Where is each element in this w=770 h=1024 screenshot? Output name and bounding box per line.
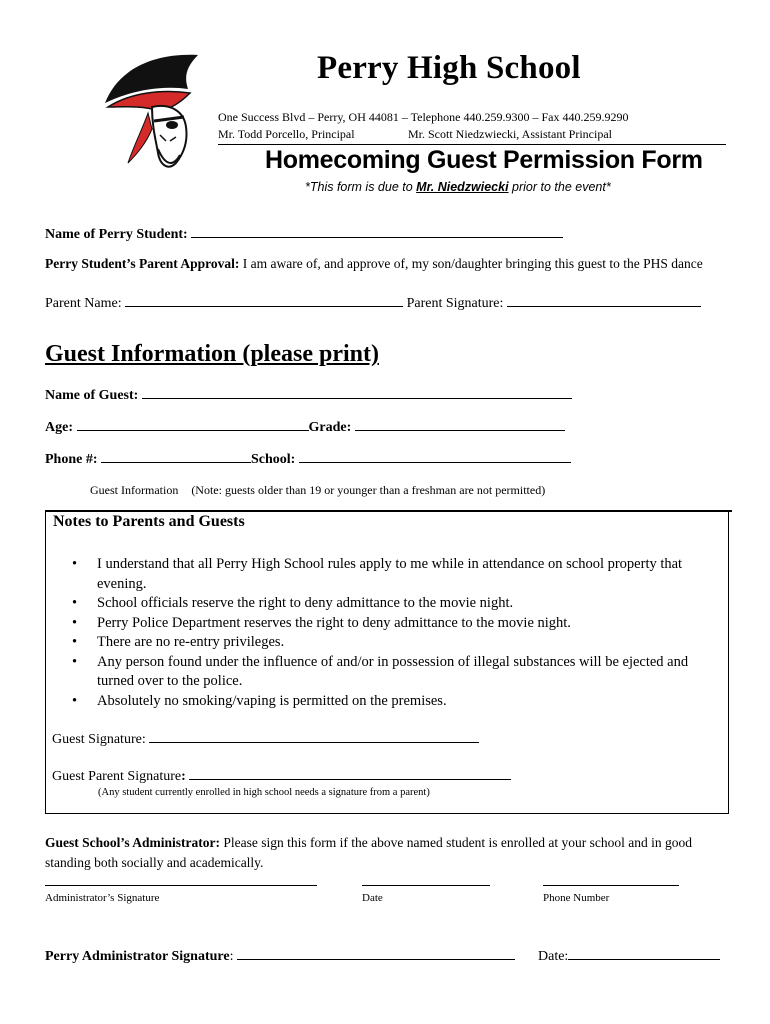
parent-name-field[interactable] (125, 294, 403, 307)
assistant-principal-name: Mr. Scott Niedzwiecki, Assistant Principal (408, 127, 612, 141)
parent-signature-field[interactable] (507, 294, 701, 307)
guest-signature-label: Guest Signature: (52, 732, 146, 747)
admin-date-field[interactable] (362, 885, 490, 886)
guest-info-note-row (90, 483, 545, 498)
perry-admin-signature-label: Perry Administrator Signature (45, 949, 230, 964)
perry-admin-row (45, 947, 515, 965)
guest-info-note: (Note: guests older than 19 or younger than a freshman are not permitted) (191, 483, 546, 497)
list-item: • There are no re-entry privileges. (72, 633, 722, 653)
admin-instructions (45, 833, 725, 873)
age-label: Age: (45, 420, 73, 435)
guest-info-label: Guest Information (90, 483, 179, 497)
school-label: School: (251, 452, 296, 467)
guest-name-field[interactable] (142, 386, 572, 399)
guest-signature-row (52, 730, 479, 748)
student-name-row (45, 225, 563, 243)
principal-name: Mr. Todd Porcello, Principal (218, 127, 355, 141)
admin-date-caption: Date (362, 892, 383, 904)
school-name: Perry High School (317, 50, 581, 86)
address-line: One Success Blvd – Perry, OH 44081 – Telephone 440.259.9300 – Fax 440.259.9290 (218, 110, 629, 124)
notes-list (72, 555, 722, 711)
pirate-mascot-icon (100, 45, 210, 185)
age-field[interactable] (77, 418, 309, 431)
parent-name-label: Parent Name: (45, 296, 122, 311)
school-logo (100, 45, 210, 185)
guest-parent-signature-label: Guest Parent Signature (52, 769, 182, 784)
student-name-label: Name of Perry Student: (45, 227, 188, 242)
student-name-field[interactable] (191, 225, 563, 238)
due-prefix: *This form is due to (305, 180, 417, 194)
due-suffix: prior to the event* (508, 180, 611, 194)
due-notice (305, 180, 611, 194)
list-item: • Absolutely no smoking/vaping is permitted on the premises. (72, 692, 722, 712)
parent-signature-note: (Any student currently enrolled in high school needs a signature from a parent) (98, 787, 430, 798)
header-divider (218, 144, 726, 145)
parent-approval-row (45, 256, 703, 272)
parent-row (45, 294, 701, 312)
list-item: • Any person found under the influence of and/or in possession of illegal substances will be ejected and turned over to the police. (72, 653, 722, 692)
phone-school-row (45, 450, 571, 468)
admin-text: Please sign this form if the above named student is enrolled at your school and in good standing both socially and academically. (45, 835, 693, 870)
parent-approval-text: I am aware of, and approve of, my son/daughter bringing this guest to the PHS dance (239, 256, 703, 271)
guest-signature-field[interactable] (149, 730, 479, 743)
perry-admin-signature-field[interactable] (237, 947, 515, 960)
list-item: • School officials reserve the right to deny admittance to the movie night. (72, 594, 722, 614)
due-name: Mr. Niedzwiecki (416, 180, 509, 194)
list-item: • Perry Police Department reserves the right to deny admittance to the movie night. (72, 614, 722, 634)
grade-label: Grade: (308, 420, 352, 435)
admin-signature-field[interactable] (45, 885, 317, 886)
phone-field[interactable] (101, 450, 251, 463)
admin-phone-caption: Phone Number (543, 892, 610, 904)
guest-parent-signature-field[interactable] (189, 767, 511, 780)
guest-name-row (45, 386, 572, 404)
parent-signature-label: Parent Signature: (406, 296, 504, 311)
notes-title: Notes to Parents and Guests (53, 513, 245, 530)
admin-signature-caption: Administrator’s Signature (45, 892, 160, 904)
age-grade-row (45, 418, 565, 436)
admin-label: Guest School’s Administrator: (45, 835, 220, 850)
guest-parent-signature-row (52, 767, 511, 785)
perry-date-field[interactable] (568, 947, 720, 960)
perry-date-row (538, 947, 720, 965)
perry-admin-colon: : (229, 949, 234, 964)
grade-field[interactable] (355, 418, 565, 431)
guest-name-label: Name of Guest: (45, 388, 139, 403)
guest-parent-signature-colon: : (181, 769, 186, 784)
guest-info-heading: Guest Information (please print) (45, 341, 379, 367)
phone-label: Phone #: (45, 452, 98, 467)
admin-phone-field[interactable] (543, 885, 679, 886)
form-title: Homecoming Guest Permission Form (265, 146, 703, 174)
school-field[interactable] (299, 450, 571, 463)
parent-approval-label: Perry Student’s Parent Approval: (45, 256, 240, 271)
perry-date-label: Date: (538, 949, 569, 964)
list-item: • I understand that all Perry High School rules apply to me while in attendance on school property that evening. (72, 555, 722, 594)
